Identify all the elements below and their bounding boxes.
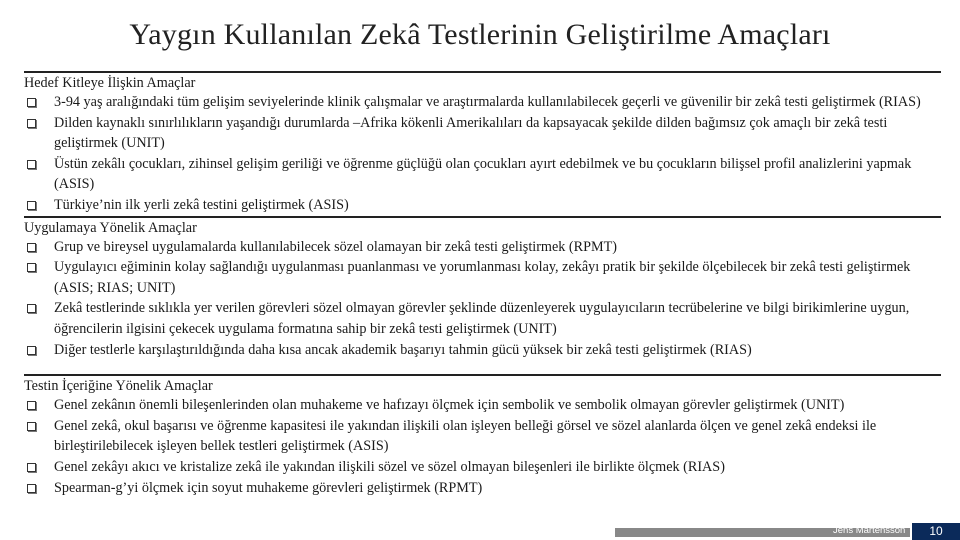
list-item-text: Grup ve bireysel uygulamalarda kullanılabilecek sözel olamayan bir zekâ testi geliştirmek (RPMT) bbox=[54, 238, 617, 255]
list-item bbox=[24, 92, 941, 113]
section-application bbox=[24, 216, 941, 361]
checkbox-bullet-icon bbox=[27, 263, 36, 272]
checkbox-bullet-icon bbox=[27, 243, 36, 252]
checkbox-bullet-icon bbox=[27, 304, 36, 313]
list-item-text: Spearman-g’yi ölçmek için soyut muhakeme görevleri geliştirmek (RPMT) bbox=[54, 479, 483, 496]
list-item bbox=[24, 478, 941, 499]
section-heading: Hedef Kitleye İlişkin Amaçlar bbox=[24, 71, 941, 92]
section-heading: Uygulamaya Yönelik Amaçlar bbox=[24, 216, 941, 237]
page-number: 10 bbox=[929, 524, 943, 538]
section-spacer bbox=[24, 360, 941, 374]
list-item-text: 3-94 yaş aralığındaki tüm gelişim seviyelerinde klinik çalışmalar ve araştırmalarda kullanılabilecek geçerli ve güvenilir bir zekâ testi geliştirmek (RIAS) bbox=[54, 94, 921, 110]
checkbox-bullet-icon bbox=[27, 463, 36, 472]
section-heading: Testin İçeriğine Yönelik Amaçlar bbox=[24, 374, 941, 395]
list-item-text: Genel zekâ, okul başarısı ve öğrenme kapasitesi ile yakından ilişkili olan işleyen belleği görsel ve sözel alanlarda ölçen ve genel zekâ endeksi ile birleştirilebilecek işleyen bellek testleri geliştirmek (ASIS) bbox=[54, 417, 877, 455]
section-test-content bbox=[24, 374, 941, 498]
list-item-text: Üstün zekâlı çocukları, zihinsel gelişim geriliği ve öğrenme güçlüğü olan çocukları ayırt edebilmek ve bu çocukların bilişsel profil analizlerini yapmak (ASIS) bbox=[54, 155, 912, 193]
list-item-text: Uygulayıcı eğiminin kolay sağlandığı uygulanması puanlanması ve yorumlanması kolay, zekâyı pratik bir şekilde ölçebilecek bir zekâ testi geliştirmek (ASIS; RIAS; UNIT) bbox=[54, 259, 911, 296]
list-item bbox=[24, 154, 941, 195]
checkbox-bullet-icon bbox=[27, 346, 36, 355]
list-item bbox=[24, 416, 941, 457]
list-item bbox=[24, 395, 941, 416]
section-target-audience bbox=[24, 71, 941, 216]
list-item bbox=[24, 340, 941, 361]
list-item-text: Genel zekâyı akıcı ve kristalize zekâ ile yakından ilişkili sözel ve sözel olmayan bileşenleri ile birlikte ölçmek (RIAS) bbox=[54, 458, 725, 475]
list-item-text: Diğer testlerle karşılaştırıldığında daha kısa ancak akademik başarıyı tahmin gücü yüksek bir zekâ testi geliştirmek (RIAS) bbox=[54, 341, 752, 358]
checkbox-bullet-icon bbox=[27, 401, 36, 410]
list-item bbox=[24, 257, 941, 298]
footer-author: Jens Martensson bbox=[833, 525, 906, 536]
list-item-text: Türkiye’nin ilk yerli zekâ testini geliştirmek (ASIS) bbox=[54, 196, 349, 213]
slide-content bbox=[24, 71, 941, 498]
checkbox-bullet-icon bbox=[27, 98, 36, 107]
list-item bbox=[24, 298, 941, 339]
list-item bbox=[24, 113, 941, 154]
list-item bbox=[24, 195, 941, 216]
checkbox-bullet-icon bbox=[27, 119, 36, 128]
list-item-text: Dilden kaynaklı sınırlılıkların yaşandığı durumlarda –Afrika kökenli Amerikalıları da kapsayacak şekilde dilden bağımsız çok amaçlı bir zekâ testi geliştirmek (UNIT) bbox=[54, 114, 888, 152]
checkbox-bullet-icon bbox=[27, 422, 36, 431]
list-item bbox=[24, 237, 941, 258]
list-item bbox=[24, 457, 941, 478]
list-item-text: Zekâ testlerinde sıklıkla yer verilen görevleri sözel olmayan görevler şeklinde düzenleyerek uygulayıcıların tecrübelerine ve bilgi birikimlerine uygun, öğrencilerin ilgisini çekecek uygulama formatına sahip bir zekâ testi geliştirmek (UNIT) bbox=[54, 300, 910, 337]
list-item-text: Genel zekânın önemli bileşenlerinden olan muhakeme ve hafızayı ölçmek için sembolik ve sembolik olmayan görevler geliştirmek (UNIT) bbox=[54, 397, 845, 414]
checkbox-bullet-icon bbox=[27, 484, 36, 493]
slide-title: Yaygın Kullanılan Zekâ Testlerinin Geliştirilme Amaçları bbox=[129, 18, 831, 51]
checkbox-bullet-icon bbox=[27, 201, 36, 210]
checkbox-bullet-icon bbox=[27, 160, 36, 169]
